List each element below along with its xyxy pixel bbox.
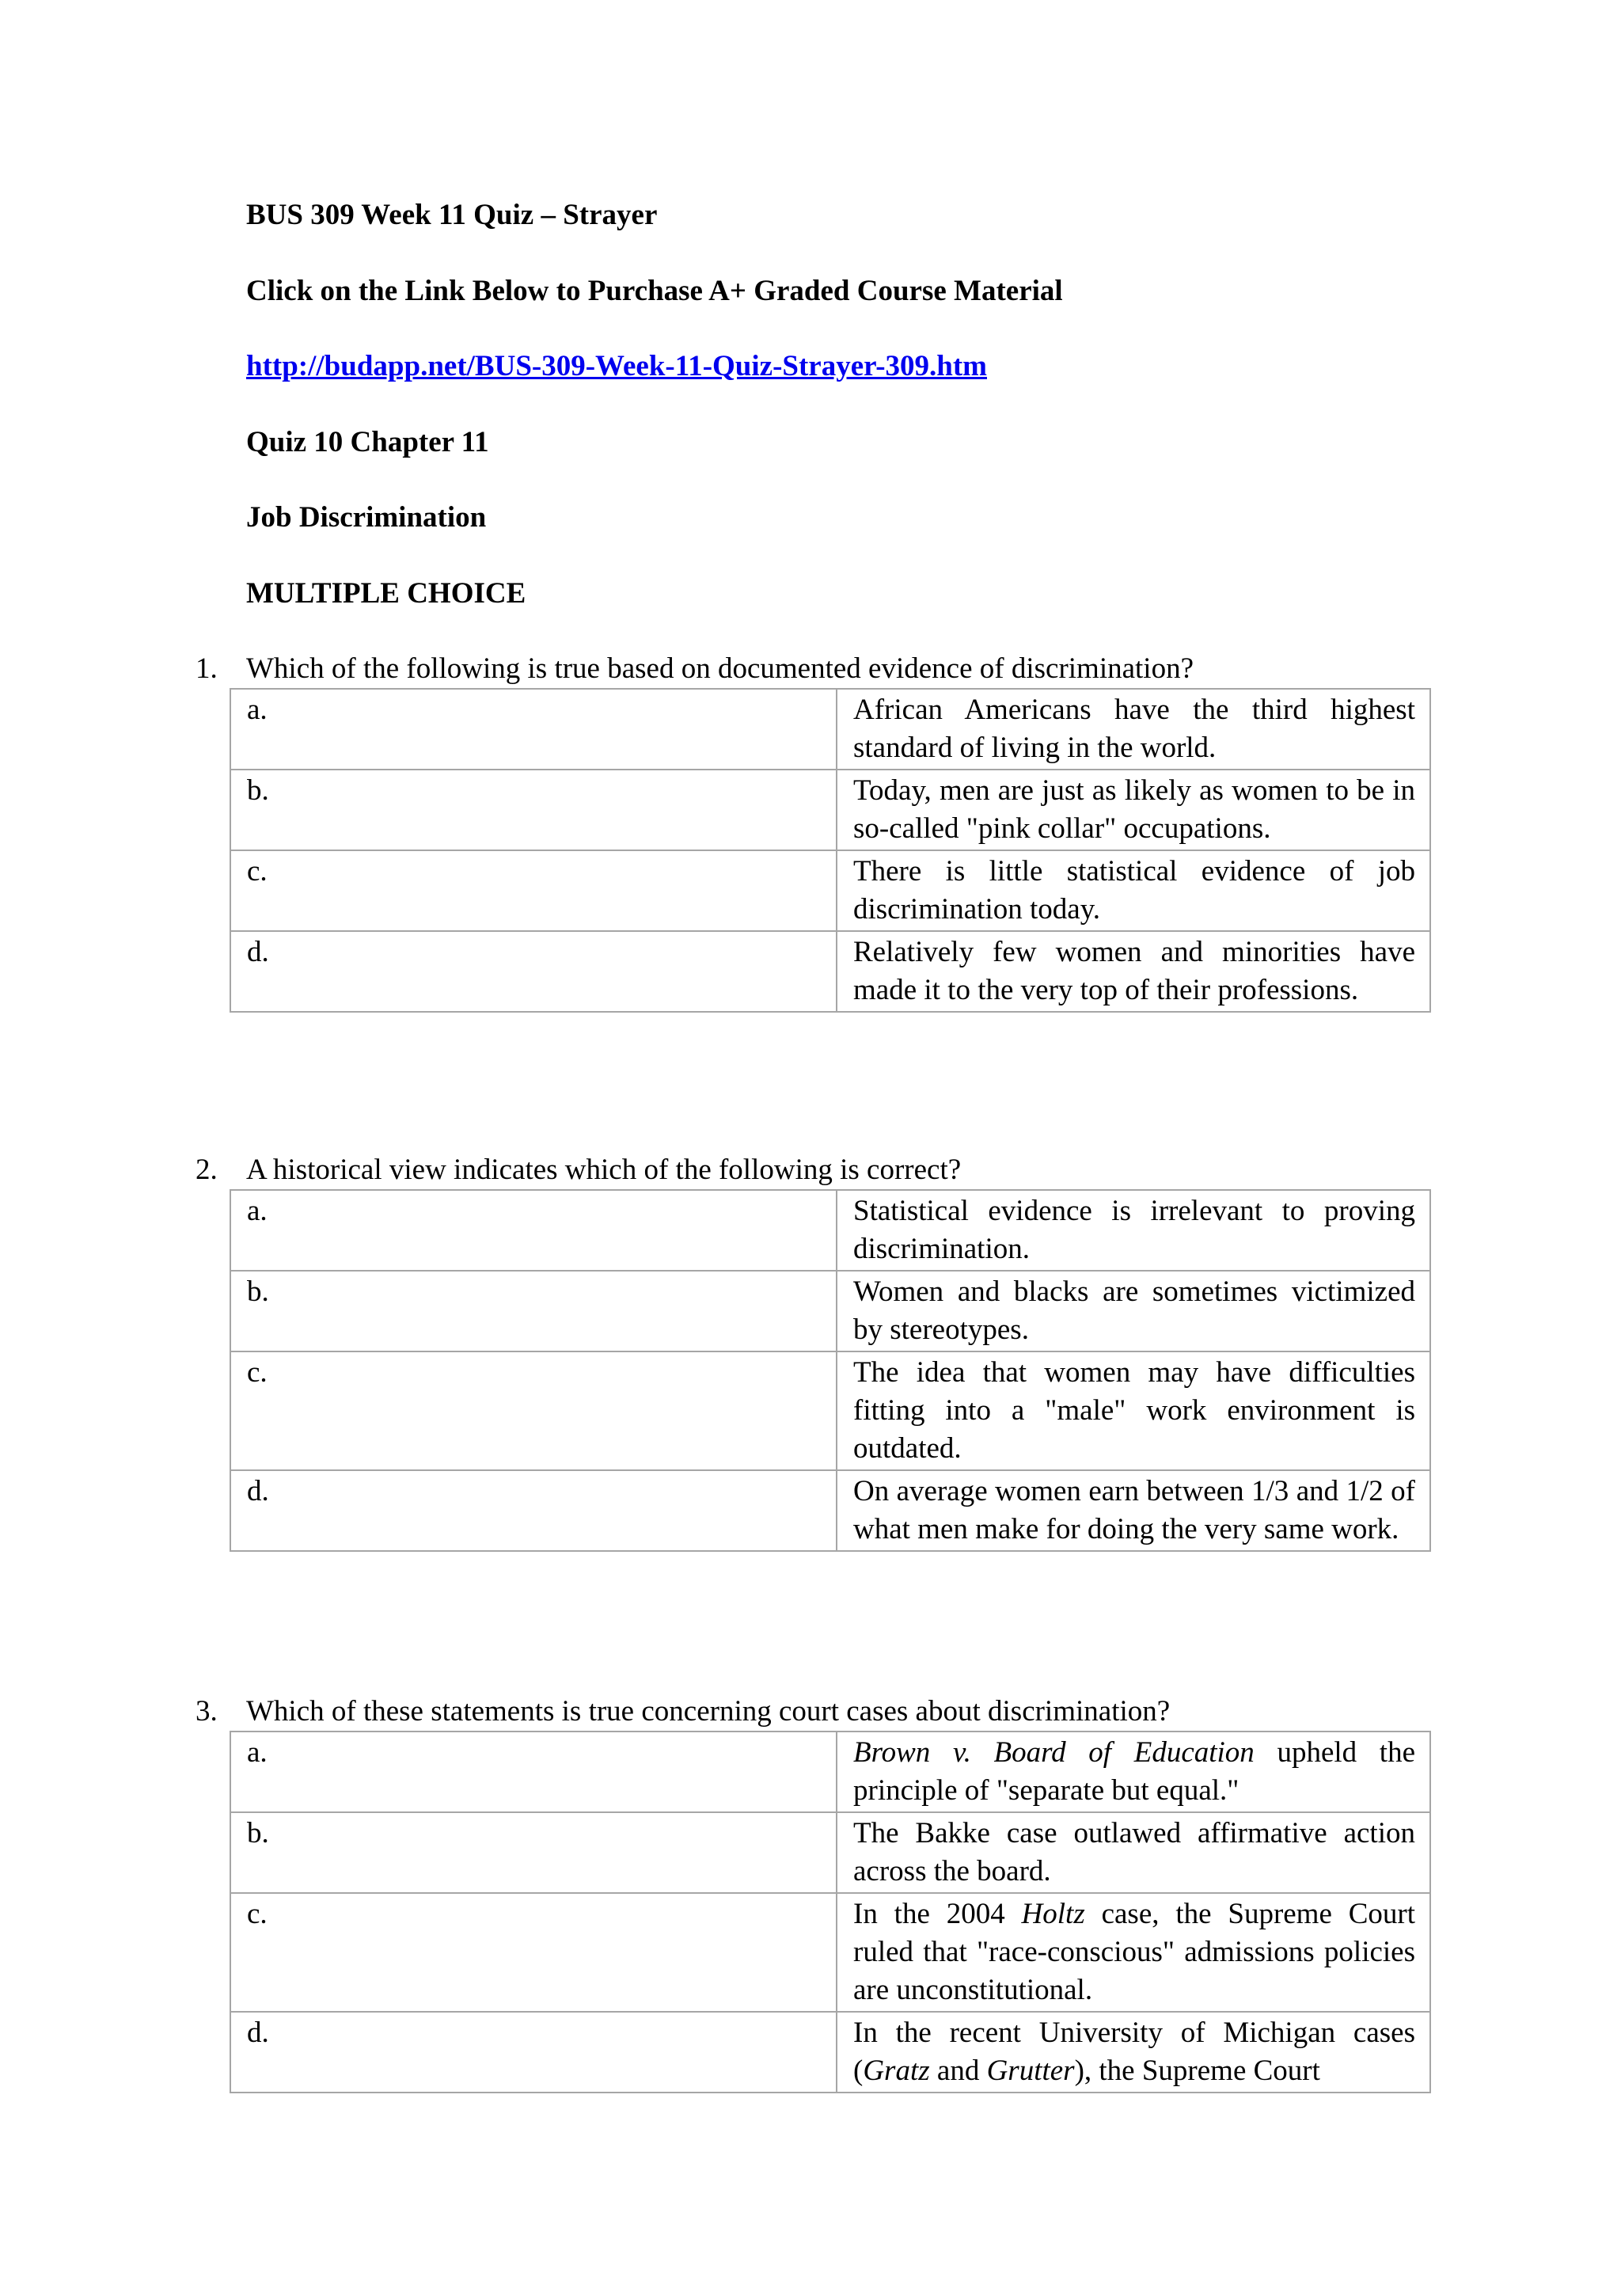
choice-letter: c. — [230, 850, 837, 931]
question-number: 3. — [196, 1695, 218, 1728]
choice-text: African Americans have the third highest standard of living in the world. — [837, 689, 1430, 770]
question-number: 2. — [196, 1154, 218, 1186]
choice-letter: b. — [230, 1271, 837, 1351]
choice-text: Relatively few women and minorities have made it to the very top of their professions. — [837, 931, 1430, 1012]
question-text: Which of these statements is true concerning court cases about discrimination? — [246, 1695, 1171, 1728]
choice-text: The idea that women may have difficulties fitting into a "male" work environment is outdated. — [837, 1351, 1430, 1470]
case-name: Holtz — [1021, 1898, 1085, 1930]
choice-letter: b. — [230, 770, 837, 850]
question-number: 1. — [196, 652, 218, 685]
choice-letter: c. — [230, 1893, 837, 2012]
choice-row — [230, 1271, 1430, 1351]
purchase-link[interactable]: http://budapp.net/BUS-309-Week-11-Quiz-Strayer-309.htm — [246, 350, 987, 382]
section-heading: MULTIPLE CHOICE — [246, 577, 526, 610]
question-text: A historical view indicates which of the following is correct? — [246, 1154, 962, 1186]
case-name: Grutter — [986, 2055, 1075, 2087]
choice-text: The Bakke case outlawed affirmative action across the board. — [837, 1812, 1430, 1893]
topic-heading: Job Discrimination — [246, 501, 487, 534]
choice-letter: d. — [230, 931, 837, 1012]
purchase-instruction: Click on the Link Below to Purchase A+ Graded Course Material — [246, 275, 1063, 307]
choice-text: On average women earn between 1/3 and 1/2 of what men make for doing the very same work. — [837, 1470, 1430, 1551]
choice-letter: a. — [230, 1732, 837, 1812]
choice-letter: d. — [230, 1470, 837, 1551]
choice-row — [230, 1893, 1430, 2012]
choice-text: Women and blacks are sometimes victimized by stereotypes. — [837, 1271, 1430, 1351]
question-text: Which of the following is true based on documented evidence of discrimination? — [246, 652, 1194, 685]
choice-text: Brown v. Board of Education upheld the principle of "separate but equal." — [837, 1732, 1430, 1812]
case-name: Brown v. Board of Education — [853, 1736, 1255, 1769]
case-name: Gratz — [863, 2055, 930, 2087]
document-title: BUS 309 Week 11 Quiz – Strayer — [246, 199, 658, 231]
choices-table — [230, 688, 1431, 1013]
choice-row — [230, 1351, 1430, 1470]
choice-letter: a. — [230, 689, 837, 770]
choice-text: There is little statistical evidence of job discrimination today. — [837, 850, 1430, 931]
choices-table — [230, 1189, 1431, 1552]
choice-row — [230, 1190, 1430, 1271]
choice-text: Today, men are just as likely as women to be in so-called "pink collar" occupations. — [837, 770, 1430, 850]
choice-row — [230, 2012, 1430, 2093]
choice-letter: d. — [230, 2012, 837, 2093]
choice-row — [230, 1812, 1430, 1893]
choice-row — [230, 1470, 1430, 1551]
choices-table — [230, 1731, 1431, 2093]
choice-row — [230, 850, 1430, 931]
choice-text: In the recent University of Michigan cases (Gratz and Grutter), the Supreme Court — [837, 2012, 1430, 2093]
choice-row — [230, 1732, 1430, 1812]
quiz-label: Quiz 10 Chapter 11 — [246, 426, 489, 458]
choice-row — [230, 931, 1430, 1012]
choice-letter: c. — [230, 1351, 837, 1470]
choice-letter: a. — [230, 1190, 837, 1271]
choice-letter: b. — [230, 1812, 837, 1893]
choice-row — [230, 689, 1430, 770]
choice-row — [230, 770, 1430, 850]
choice-text: Statistical evidence is irrelevant to proving discrimination. — [837, 1190, 1430, 1271]
choice-text: In the 2004 Holtz case, the Supreme Court ruled that "race-conscious" admissions policies are unconstitutional. — [837, 1893, 1430, 2012]
